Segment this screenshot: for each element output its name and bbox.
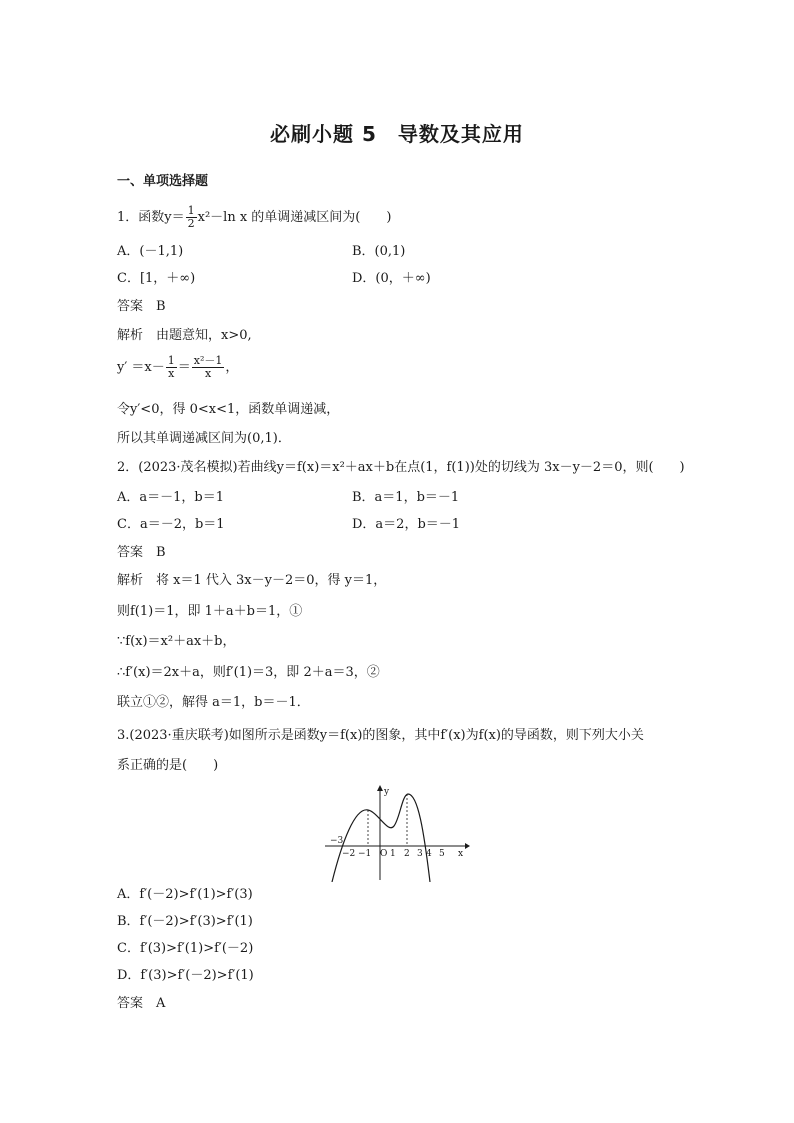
q3-option-a: A．f′(－2)>f′(1)>f′(3): [117, 887, 253, 902]
q1-stem: 1．函数y＝ $\frac{1}{2}$ x²－ln x 的单调递减区间为( ): [117, 204, 392, 230]
q1-analysis: 解析 由题意知，x>0,: [117, 328, 252, 343]
page-title: 必刷小题 5 导数及其应用: [270, 122, 524, 146]
y-axis-label: y: [384, 787, 390, 797]
tick-label-minus-2: −2: [342, 849, 356, 859]
tick-label-minus-1: −1: [358, 849, 372, 859]
q1-option-c: C．[1，＋∞): [117, 271, 196, 286]
q1-deriv-frac-1: $\frac{1}{x}$: [167, 354, 175, 380]
q1-deriv-frac-2: $\frac{\text{x²－1}}{x}$: [193, 354, 223, 380]
function-curve: [332, 794, 430, 882]
q2-stem: 2．(2023·茂名模拟)若曲线y＝f(x)＝x²＋ax＋b在点(1，f(1))处的切线为 3x－y－2＝0，则( ): [117, 460, 685, 475]
origin-label: O: [380, 849, 388, 859]
q2-analysis-4: ∴f′(x)＝2x＋a，则f′(1)＝3，即 2＋a＝3，②: [117, 665, 380, 680]
q3-option-b: B．f′(－2)>f′(3)>f′(1): [117, 914, 253, 929]
q3-option-c: C．f′(3)>f′(1)>f′(－2): [117, 941, 254, 956]
q3-stem-line-1: 3.(2023·重庆联考)如图所示是函数y＝f(x)的图象，其中f′(x)为f(x)的导函数，则下列大小关: [117, 728, 644, 743]
q2-answer: 答案 B: [117, 545, 166, 560]
q1-step-4: 所以其单调递减区间为(0,1)．: [117, 431, 291, 446]
tick-label-2: 2: [404, 849, 410, 859]
q3-option-d: D．f′(3)>f′(－2)>f′(1): [117, 968, 254, 983]
q1-derivative: y′ ＝x－ $\frac{1}{x}$ ＝ $\frac{\text{x²－1}}{x}$ ，: [117, 354, 239, 380]
q3-answer: 答案 A: [117, 996, 166, 1011]
tick-label-1: 1: [390, 849, 396, 859]
x-axis-label: x: [458, 849, 464, 859]
section-heading: 一、单项选择题: [117, 174, 209, 189]
q2-analysis-1: 解析 将 x＝1 代入 3x－y－2＝0，得 y＝1，: [117, 573, 387, 588]
tick-label-3: 3: [417, 849, 423, 859]
x-axis-arrow: [465, 843, 470, 849]
q1-answer: 答案 B: [117, 299, 166, 314]
q2-analysis-5: 联立①②，解得 a＝1，b＝－1．: [117, 695, 310, 710]
function-graph: [320, 782, 470, 882]
q2-analysis-2: 则f(1)＝1，即 1＋a＋b＝1，①: [117, 604, 303, 619]
y-axis-arrow: [377, 785, 383, 791]
q2-option-a: A．a＝－1，b＝1: [117, 490, 225, 505]
q3-stem-line-2: 系正确的是( ): [117, 758, 219, 773]
tick-label-5: 5: [439, 849, 445, 859]
q1-fraction: $\frac{1}{2}$: [187, 204, 195, 230]
q2-option-b: B．a＝1，b＝－1: [352, 490, 460, 505]
q2-option-c: C．a＝－2，b＝1: [117, 517, 225, 532]
q1-option-d: D．(0，＋∞): [352, 271, 431, 286]
q2-analysis-3: ∵f(x)＝x²＋ax＋b，: [117, 634, 236, 649]
tick-label-4: 4: [426, 849, 432, 859]
q1-step-3: 令y′<0，得 0<x<1，函数单调递减，: [117, 402, 340, 417]
q1-option-b: B．(0,1): [352, 244, 406, 259]
q2-option-d: D．a＝2，b＝－1: [352, 517, 461, 532]
tick-label-minus-3: −3: [330, 836, 344, 846]
q1-option-a: A．(－1,1): [117, 244, 184, 259]
